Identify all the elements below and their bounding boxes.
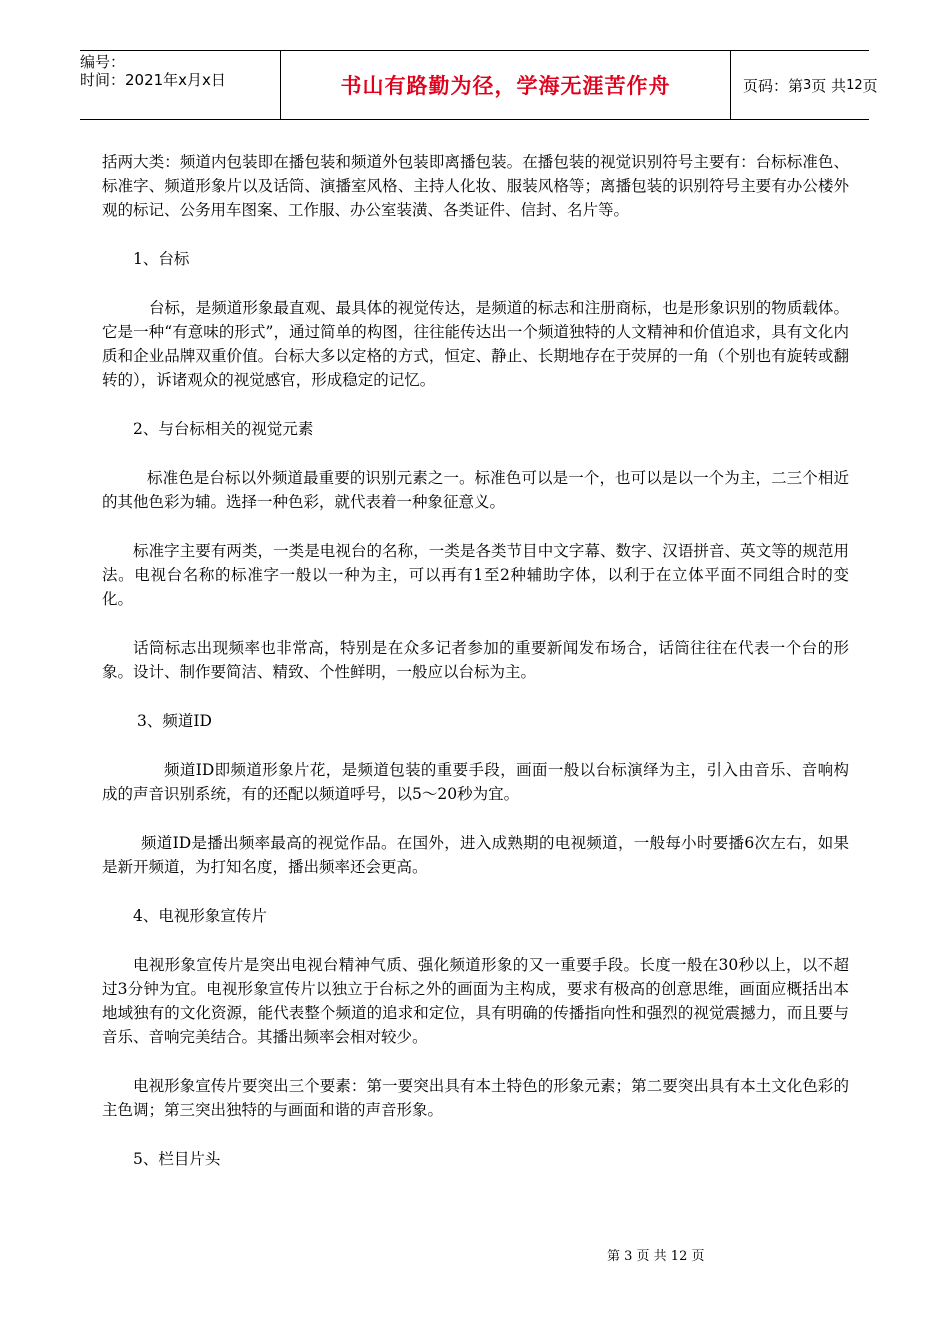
paragraph: 电视形象宣传片要突出三个要素：第一要突出具有本土特色的形象元素；第二要突出具有本土文化色彩的主色调；第三突出独特的与画面和谐的声音形象。 (102, 1077, 849, 1119)
paragraph: 频道ID即频道形象片花，是频道包装的重要手段，画面一般以台标演绎为主，引入由音乐、音响构成的声音识别系统，有的还配以频道呼号，以5～20秒为宜。 (102, 761, 849, 803)
header-meta (80, 51, 280, 119)
page-label-suffix: 页 (862, 76, 878, 95)
page-current: 3 (803, 77, 812, 93)
section-heading: 1、台标 (133, 250, 190, 268)
paragraph: 频道ID是播出频率最高的视觉作品。在国外，进入成熟期的电视频道，一般每小时要播6次左右，如果是新开频道，为打知名度，播出频率还会更高。 (102, 834, 849, 876)
page-label-mid: 页 共 (811, 76, 847, 95)
page-label-prefix: 页码：第 (743, 76, 804, 95)
paragraph: 台标，是频道形象最直观、最具体的视觉传达，是频道的标志和注册商标，也是形象识别的物质载体。它是一种“有意味的形式”，通过简单的构图，往往能传达出一个频道独特的人文精神和价值追求，具有文化内质和企业品牌双重价值。台标大多以定格的方式，恒定、静止、长期地存在于荧屏的一角（个别也有旋转或翻转的），诉诸观众的视觉感官，形成稳定的记忆。 (102, 299, 849, 389)
section-heading: 4、电视形象宣传片 (133, 907, 267, 925)
page-header (80, 50, 878, 120)
page-total: 12 (846, 77, 863, 93)
paragraph: 标准字主要有两类，一类是电视台的名称，一类是各类节目中文字幕、数字、汉语拼音、英文等的规范用法。电视台名称的标准字一般以一种为主，可以再有1至2种辅助字体，以利于在立体平面不同组合时的变化。 (102, 542, 849, 608)
header-motto-cell (280, 51, 731, 119)
number-label: 编号： (80, 53, 126, 71)
paragraph: 话筒标志出现频率也非常高，特别是在众多记者参加的重要新闻发布场合，话筒往往在代表一个台的形象。设计、制作要简洁、精致、个性鲜明，一般应以台标为主。 (102, 639, 849, 681)
header-page-number (731, 51, 878, 119)
section-heading: 2、与台标相关的视觉元素 (133, 420, 314, 438)
section-heading: 5、栏目片头 (133, 1150, 221, 1168)
section-heading: 3、频道ID (137, 712, 212, 730)
page-footer: 第 3 页 共 12 页 (607, 1249, 705, 1264)
paragraph: 标准色是台标以外频道最重要的识别元素之一。标准色可以是一个，也可以是以一个为主，二三个相近的其他色彩为辅。选择一种色彩，就代表着一种象征意义。 (102, 469, 849, 511)
document-body (102, 150, 849, 1196)
time-label: 时间：2021年x月x日 (80, 71, 226, 89)
paragraph: 电视形象宣传片是突出电视台精神气质、强化频道形象的又一重要手段。长度一般在30秒以上，以不超过3分钟为宜。电视形象宣传片以独立于台标之外的画面为主构成，要求有极高的创意思维，画面应概括出本地域独有的文化资源，能代表整个频道的追求和定位，具有明确的传播指向性和强烈的视觉震撼力，而且要与音乐、音响完美结合。其播出频率会相对较少。 (102, 956, 849, 1046)
motto: 书山有路勤为径，学海无涯苦作舟 (340, 74, 671, 98)
paragraph: 括两大类：频道内包装即在播包装和频道外包装即离播包装。在播包装的视觉识别符号主要有：台标标准色、标准字、频道形象片以及话筒、演播室风格、主持人化妆、服装风格等；离播包装的识别符号主要有办公楼外观的标记、公务用车图案、工作服、办公室装潢、各类证件、信封、名片等。 (102, 153, 849, 219)
